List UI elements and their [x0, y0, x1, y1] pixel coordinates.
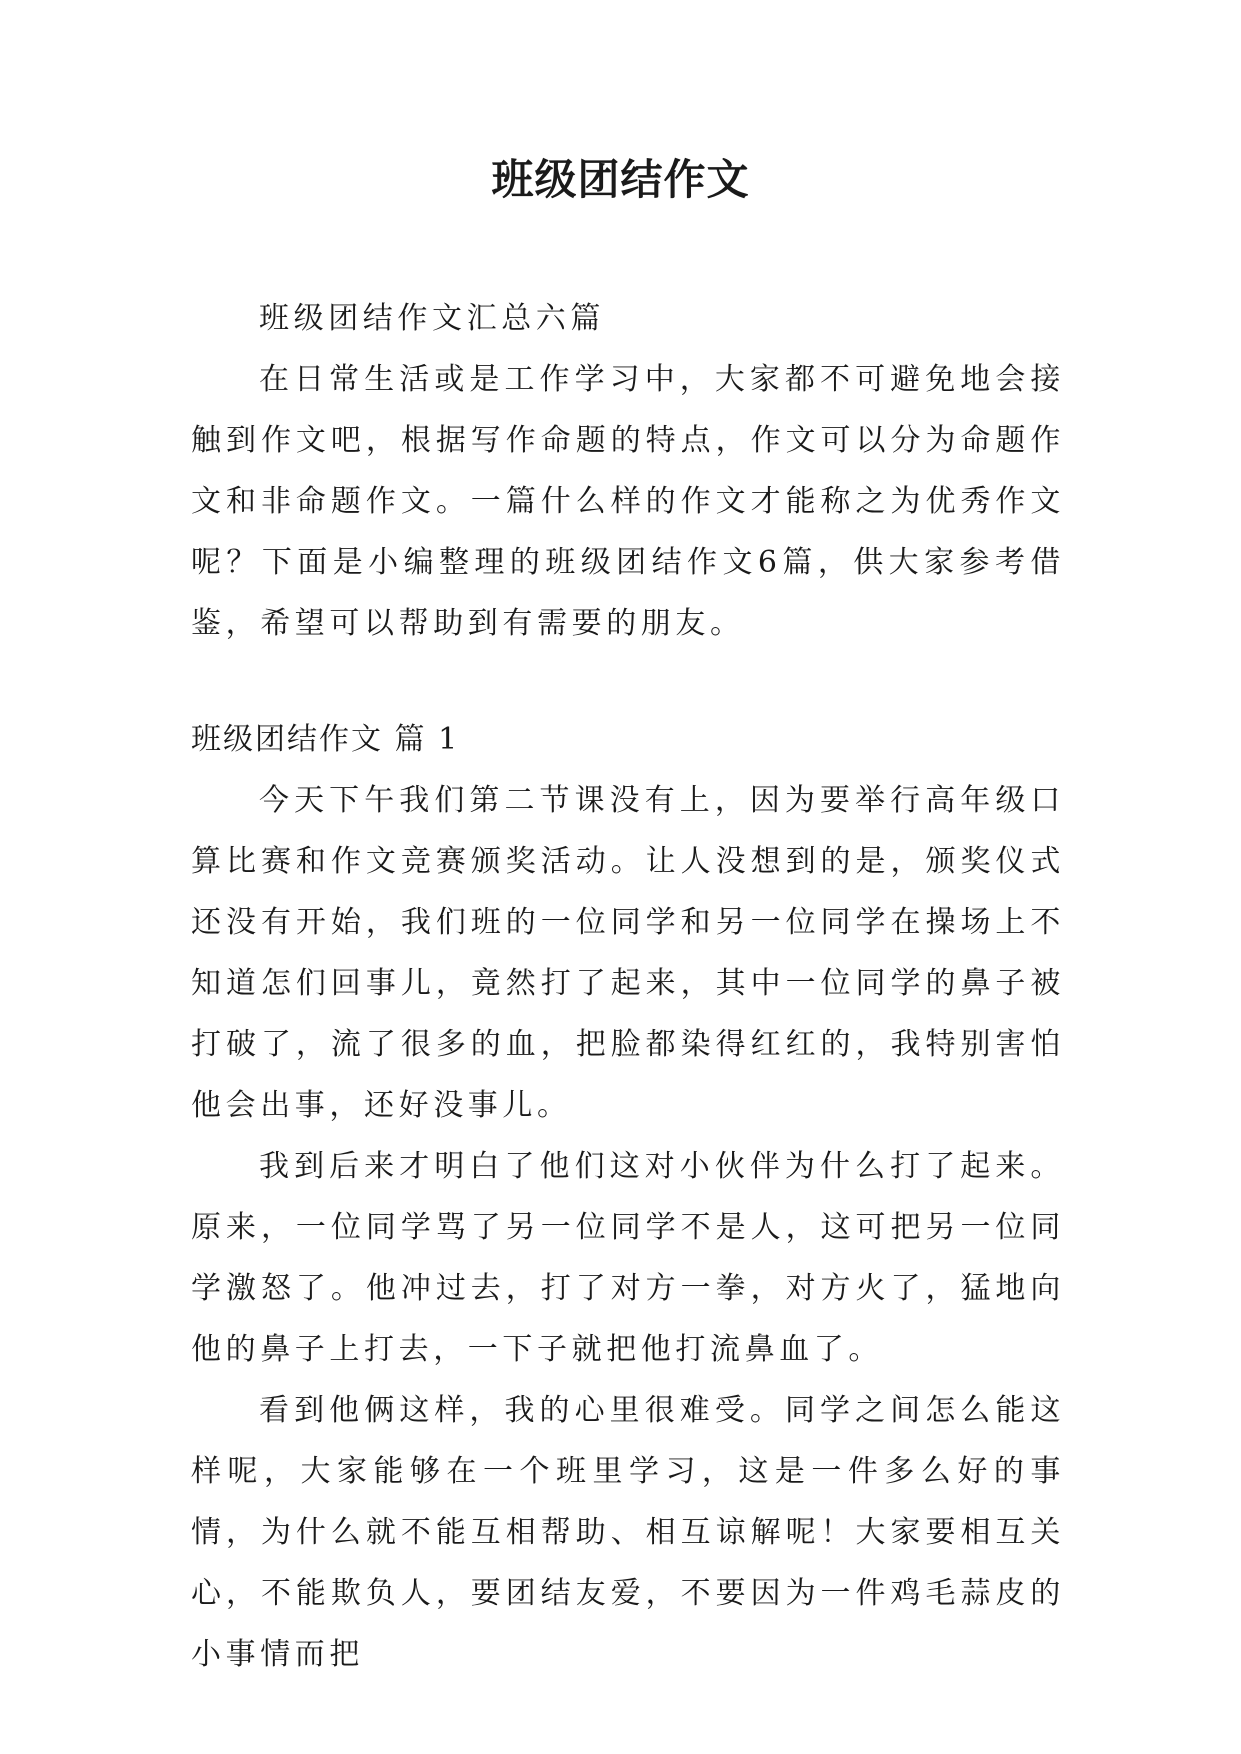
- document-body: [191, 288, 1065, 1685]
- document-title: 班级团结作文: [491, 155, 750, 204]
- essay-paragraph: 今天下午我们第二节课没有上，因为要举行高年级口算比赛和作文竞赛颁奖活动。让人没想到的是，颁奖仪式还没有开始，我们班的一位同学和另一位同学在操场上不知道怎们回事儿，竟然打了起来，其中一位同学的鼻子被打破了，流了很多的血，把脸都染得红红的，我特别害怕他会出事，还好没事儿。: [191, 783, 1065, 1123]
- essay-paragraph: 我到后来才明白了他们这对小伙伴为什么打了起来。原来，一位同学骂了另一位同学不是人，这可把另一位同学激怒了。他冲过去，打了对方一拳，对方火了，猛地向他的鼻子上打去，一下子就把他打流鼻血了。: [191, 1149, 1065, 1367]
- collection-subtitle: 班级团结作文汇总六篇: [259, 301, 605, 336]
- intro-paragraph: 在日常生活或是工作学习中，大家都不可避免地会接触到作文吧，根据写作命题的特点，作文可以分为命题作文和非命题作文。一篇什么样的作文才能称之为优秀作文呢？下面是小编整理的班级团结作文6篇，供大家参考借鉴，希望可以帮助到有需要的朋友。: [191, 362, 1065, 641]
- essay-paragraph: 看到他俩这样，我的心里很难受。同学之间怎么能这样呢，大家能够在一个班里学习，这是一件多么好的事情，为什么就不能互相帮助、相互谅解呢！大家要相互关心，不能欺负人，要团结友爱，不要因为一件鸡毛蒜皮的小事情而把: [191, 1393, 1065, 1672]
- section-spacer: [191, 654, 1065, 709]
- section-heading: 班级团结作文 篇 1: [191, 722, 460, 757]
